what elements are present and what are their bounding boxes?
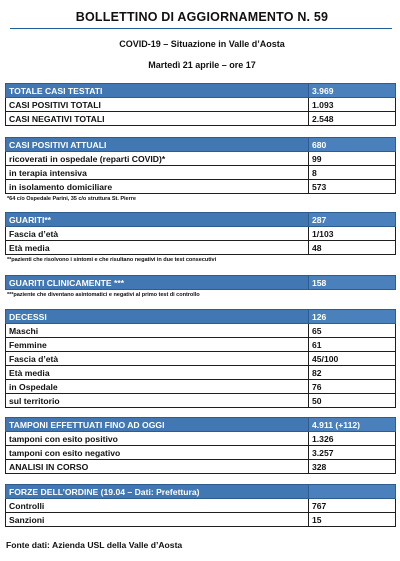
section-header [6,310,396,324]
row-value: 15 [309,513,396,527]
row-label: CASI NEGATIVI TOTALI [6,112,309,126]
row-label: in Ospedale [6,380,309,394]
row-label: in terapia intensiva [6,166,309,180]
section-header-label: TOTALE CASI TESTATI [6,84,309,98]
bulletin-subtitle: COVID-19 – Situazione in Valle d’Aosta [119,39,285,49]
row-value: 8 [309,166,396,180]
row-value: 328 [309,460,396,474]
row-value: 2.548 [309,112,396,126]
row-label: Maschi [6,324,309,338]
row-value: 573 [309,180,396,194]
table-row [6,324,396,338]
row-label: Femmine [6,338,309,352]
row-value: 48 [309,241,396,255]
table-row [6,180,396,194]
section-header-value: 126 [309,310,396,324]
section-header-label: CASI POSITIVI ATTUALI [6,138,309,152]
row-label: Fascia d’età [6,227,309,241]
table-row [6,380,396,394]
section-header [6,84,396,98]
section-header [6,418,396,432]
row-value: 61 [309,338,396,352]
section-guariti [5,212,390,263]
row-value: 76 [309,380,396,394]
row-label: ANALISI IN CORSO [6,460,309,474]
section-header-label: TAMPONI EFFETTUATI FINO AD OGGI [6,418,309,432]
row-value: 50 [309,394,396,408]
row-label: CASI POSITIVI TOTALI [6,98,309,112]
table-row [6,432,396,446]
section-header [6,276,396,290]
table-row [6,394,396,408]
row-value: 82 [309,366,396,380]
row-label: Età media [6,366,309,380]
row-label: Fascia d’età [6,352,309,366]
row-value: 99 [309,152,396,166]
row-label: tamponi con esito positivo [6,432,309,446]
table-row [6,227,396,241]
row-label: tamponi con esito negativo [6,446,309,460]
table-row [6,352,396,366]
table-row [6,446,396,460]
bulletin-date: Martedì 21 aprile – ore 17 [148,60,256,70]
table-row [6,366,396,380]
row-label: in isolamento domiciliare [6,180,309,194]
table-row [6,241,396,255]
footnote-clinicamente: ***paziente che diventano asintomatici e negativi al primo test di controllo [7,292,200,298]
data-source-note: Fonte dati: Azienda USL della Valle d’Aosta [6,540,183,550]
row-value: 45/100 [309,352,396,366]
section-header-label: DECESSI [6,310,309,324]
row-value: 767 [309,499,396,513]
row-label: Età media [6,241,309,255]
section-header [6,485,396,499]
section-totale-casi-testati [5,83,390,126]
section-header-value: 4.911 (+112) [309,418,396,432]
section-header-value: 680 [309,138,396,152]
row-label: Controlli [6,499,309,513]
row-label: sul territorio [6,394,309,408]
table-row [6,460,396,474]
table-row [6,98,396,112]
section-forze-ordine [5,484,390,527]
section-header-label: FORZE DELL’ORDINE (19.04 – Dati: Prefettura) [6,485,309,499]
section-tamponi [5,417,390,474]
row-value: 1.326 [309,432,396,446]
footnote-guariti: **pazienti che risolvono i sintomi e che risultano negativi in due test consecutivi [7,257,217,263]
section-decessi [5,309,390,408]
table-row [6,112,396,126]
title-divider [10,28,392,29]
section-header-value: 287 [309,213,396,227]
bulletin-title: BOLLETTINO DI AGGIORNAMENTO N. 59 [75,10,329,24]
footnote-ricoverati: *64 c/o Ospedale Parini, 35 c/o struttura St. Pierre [7,196,136,202]
row-value: 3.257 [309,446,396,460]
row-label: Sanzioni [6,513,309,527]
section-header [6,138,396,152]
section-header-label: GUARITI CLINICAMENTE *** [6,276,309,290]
table-row [6,166,396,180]
row-value: 1.093 [309,98,396,112]
table-row [6,338,396,352]
row-value: 65 [309,324,396,338]
row-label: ricoverati in ospedale (reparti COVID)* [6,152,309,166]
row-value: 1/103 [309,227,396,241]
section-header [6,213,396,227]
section-casi-positivi-attuali [5,137,390,202]
section-header-value: 3.969 [309,84,396,98]
table-row [6,152,396,166]
section-guariti-clinicamente [5,275,390,298]
table-row [6,513,396,527]
section-header-value: 158 [309,276,396,290]
section-header-value [309,485,396,499]
section-header-label: GUARITI** [6,213,309,227]
table-row [6,499,396,513]
